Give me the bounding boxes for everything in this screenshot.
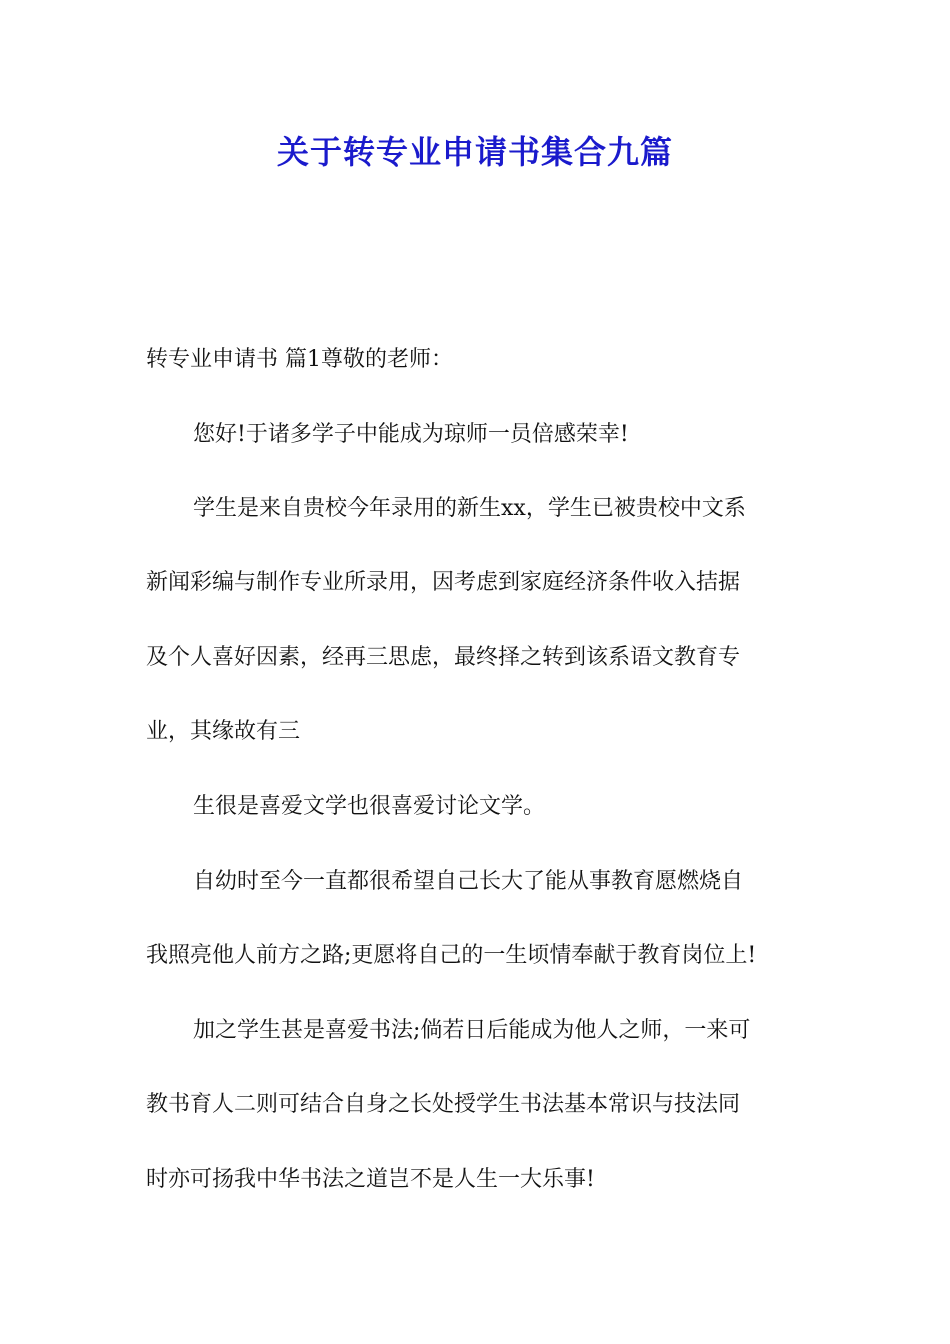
text-line-12: 时亦可扬我中华书法之道岂不是人生一大乐事! <box>146 1167 595 1192</box>
text-line-3: 学生是来自贵校今年录用的新生xx，学生已被贵校中文系 <box>193 496 746 521</box>
text-line-10: 加之学生甚是喜爱书法;倘若日后能成为他人之师，一来可 <box>193 1018 751 1043</box>
document-body <box>146 0 811 1344</box>
text-line-1: 转专业申请书 篇1尊敬的老师： <box>146 347 453 372</box>
text-line-4: 新闻彩编与制作专业所录用，因考虑到家庭经济条件收入拮据 <box>146 570 741 595</box>
text-line-2: 您好!于诸多学子中能成为琼师一员倍感荣幸! <box>193 422 629 447</box>
text-line-8: 自幼时至今一直都很希望自己长大了能从事教育愿燃烧自 <box>193 869 744 894</box>
text-line-9: 我照亮他人前方之路;更愿将自己的一生顷情奉献于教育岗位上! <box>146 943 757 968</box>
text-line-5: 及个人喜好因素，经再三思虑，最终择之转到该系语文教育专 <box>146 645 741 670</box>
document-title: 关于转专业申请书集合九篇 <box>276 133 673 171</box>
text-line-6: 业，其缘故有三 <box>146 719 301 744</box>
text-line-7: 生很是喜爱文学也很喜爱讨论文学。 <box>193 794 546 819</box>
text-line-11: 教书育人二则可结合自身之长处授学生书法基本常识与技法同 <box>146 1092 741 1117</box>
